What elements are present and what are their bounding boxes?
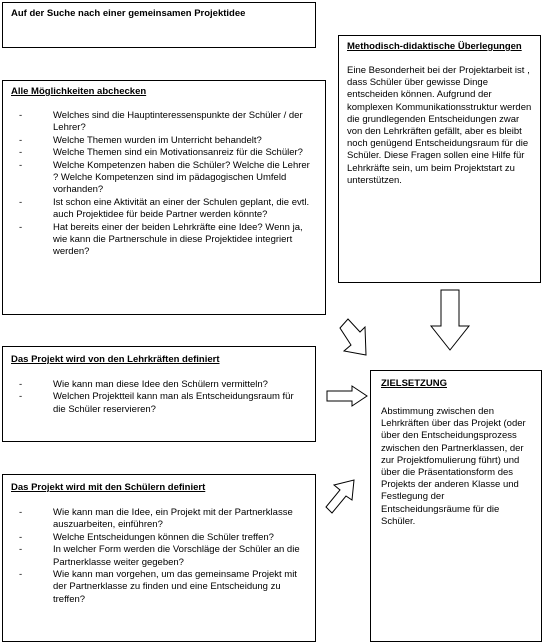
teachers-list [11, 379, 307, 416]
goal-text: Abstimmung zwischen den Lehrkräften über das Projekt (oder über den Entscheidungsprozess zwischen den Partnerklassen, der zur Projektfomulierung führt) und über die Präsentationsform des Projekts der anderen Klasse und Festlegung der Entscheidungsräume für die Schüler. [381, 406, 526, 527]
right-arrow [326, 385, 368, 407]
list-item: - Welche Themen wurden im Unterricht behandelt? [11, 135, 317, 147]
list-item: - Ist schon eine Aktivität an einer der Schulen geplant, die evtl. auch Projektidee für beide Partner werden könnte? [11, 197, 317, 222]
diagonal-up-arrow [324, 478, 358, 514]
method-title: Methodisch-didaktische Überlegungen [347, 41, 522, 52]
list-item: - Welche Kompetenzen haben die Schüler? Welche die Lehrer ? Welche Kompetenzen sind im pädagogischen Umfeld vorhanden? [11, 160, 317, 197]
options-title: Alle Möglichkeiten abchecken [11, 86, 147, 97]
top-idea-box [2, 2, 316, 48]
list-item: - Wie kann man vorgehen, um das gemeinsame Projekt mit der Partnerklasse zu finden und eine Entscheidung zu treffen? [11, 569, 307, 606]
goal-title: ZIELSETZUNG [381, 378, 447, 389]
top-idea-title: Auf der Suche nach einer gemeinsamen Projektidee [11, 8, 246, 19]
students-list [11, 507, 307, 606]
goal-box [370, 370, 542, 642]
list-item: - Welche Entscheidungen können die Schüler treffen? [11, 532, 307, 544]
diagonal-down-arrow [338, 318, 368, 358]
list-item: - Welches sind die Hauptinteressenspunkte der Schüler / der Lehrer? [11, 110, 317, 135]
list-item: - Wie kann man die Idee, ein Projekt mit der Partnerklasse auszuarbeiten, einführen? [11, 507, 307, 532]
list-item: - In welcher Form werden die Vorschläge der Schüler an die Partnerklasse weiter gegeben? [11, 544, 307, 569]
teachers-box [2, 346, 316, 442]
method-box [338, 35, 541, 283]
list-item: - Wie kann man diese Idee den Schülern vermitteln? [11, 379, 307, 391]
options-box [2, 80, 326, 315]
method-text: Eine Besonderheit bei der Projektarbeit ist , dass Schüler über gewisse Dinge entscheiden können. Aufgrund der komplexen Kommunikationsstruktur werden die grundlegenden Entscheidungen zwar von den Lehrkräften gefällt, aber es bleibt noch genügend Entscheidungsraum für die Schüler. Diese Fragen sollen eine Hilfe für Lehrkräfte sein, um beim Projektstart zu unterstützen. [347, 65, 532, 186]
students-title: Das Projekt wird mit den Schülern definiert [11, 482, 206, 493]
list-item: - Hat bereits einer der beiden Lehrkräfte eine Idee? Wenn ja, wie kann die Partnerschule in diese Projektidee integriert werden? [11, 222, 317, 259]
list-item: - Welche Themen sind ein Motivationsanreiz für die Schüler? [11, 147, 317, 159]
list-item: - Welchen Projektteil kann man als Entscheidungsraum für die Schüler reservieren? [11, 391, 307, 416]
down-arrow [430, 290, 470, 352]
options-list [11, 110, 317, 259]
students-box [2, 474, 316, 642]
teachers-title: Das Projekt wird von den Lehrkräften definiert [11, 354, 220, 365]
